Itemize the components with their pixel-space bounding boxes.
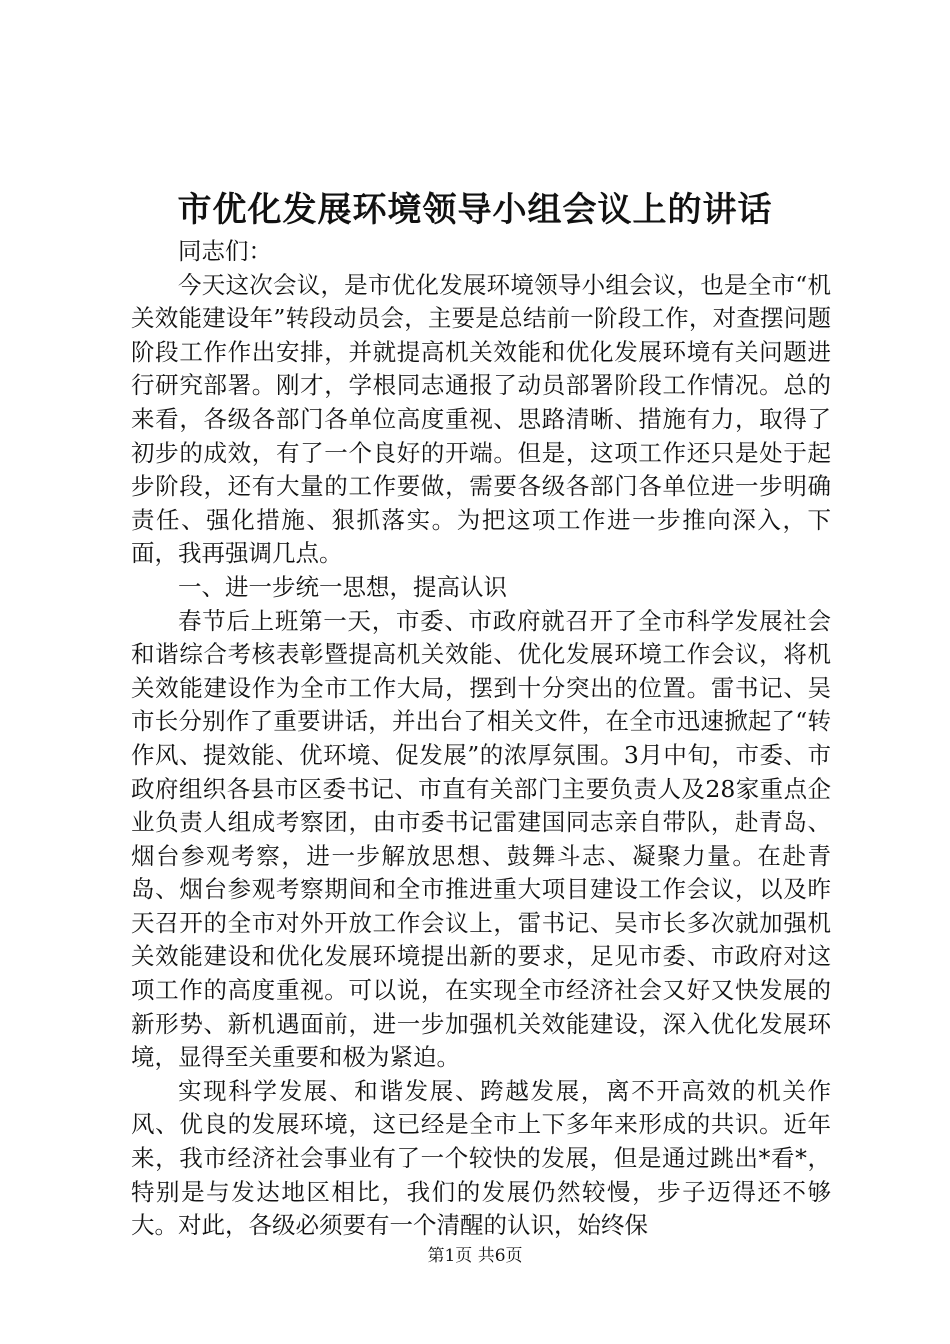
salutation-paragraph: 同志们：	[178, 237, 272, 265]
document-title: 市优化发展环境领导小组会议上的讲话	[177, 190, 773, 230]
body-paragraph: 实现科学发展、和谐发展、跨越发展，离不开高效的机关作风、优良的发展环境，这已经是全市上下多年来形成的共识。近年来，我市经济社会事业有了一个较快的发展，但是通过跳出*看*，特别是与发达地区相比，我们的发展仍然较慢，步子迈得还不够大。对此，各级必须要有一个清醒的认识，始终保	[131, 1076, 831, 1240]
page-footer: 第1页 共6页	[427, 1246, 523, 1266]
document-body	[131, 235, 831, 1243]
section-heading: 一、进一步统一思想，提高认识	[178, 572, 507, 601]
body-paragraph: 今天这次会议，是市优化发展环境领导小组会议，也是全市“机关效能建设年”转段动员会，主要是总结前一阶段工作，对查摆问题阶段工作作出安排，并就提高机关效能和优化发展环境有关问题进行研究部署。刚才，学根同志通报了动员部署阶段工作情况。总的来看，各级各部门各单位高度重视、思路清晰、措施有力，取得了初步的成效，有了一个良好的开端。但是，这项工作还只是处于起步阶段，还有大量的工作要做，需要各级各部门各单位进一步明确责任、强化措施、狠抓落实。为把这项工作进一步推向深入，下面，我再强调几点。	[131, 270, 831, 568]
body-paragraph: 春节后上班第一天，市委、市政府就召开了全市科学发展社会和谐综合考核表彰暨提高机关效能、优化发展环境工作会议，将机关效能建设作为全市工作大局，摆到十分突出的位置。雷书记、吴市长分别作了重要讲话，并出台了相关文件，在全市迅速掀起了“转作风、提效能、优环境、促发展”的浓厚氛围。3月中旬，市委、市政府组织各县市区委书记、市直有关部门主要负责人及28家重点企业负责人组成考察团，由市委书记雷建国同志亲自带队，赴青岛、烟台参观考察，进一步解放思想、鼓舞斗志、凝聚力量。在赴青岛、烟台参观考察期间和全市推进重大项目建设工作会议，以及昨天召开的全市对外开放工作会议上，雷书记、吴市长多次就加强机关效能建设和优化发展环境提出新的要求，足见市委、市政府对这项工作的高度重视。可以说，在实现全市经济社会又好又快发展的新形势、新机遇面前，进一步加强机关效能建设，深入优化发展环境，显得至关重要和极为紧迫。	[131, 606, 831, 1072]
